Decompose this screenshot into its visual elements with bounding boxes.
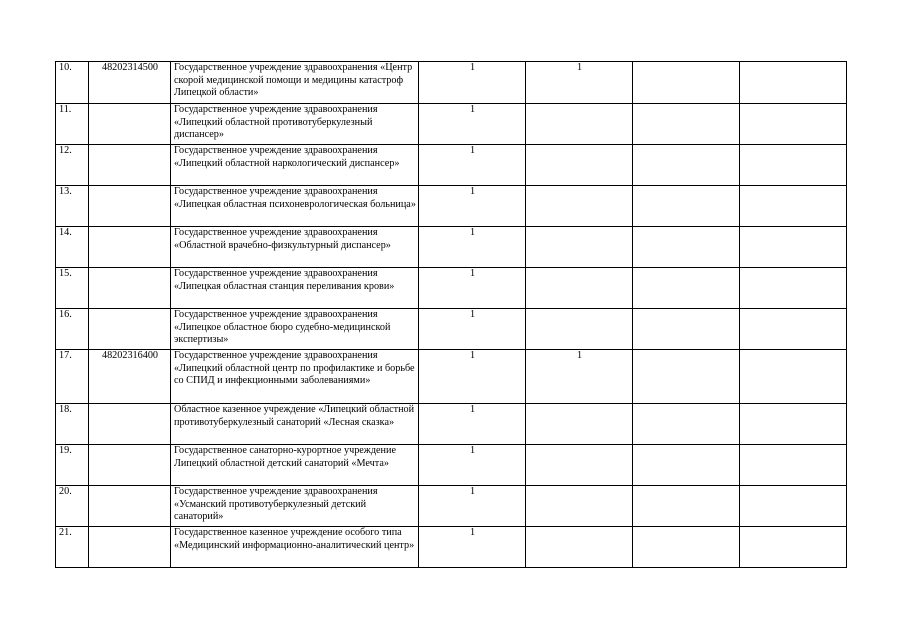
value-cell-1: 1: [419, 445, 526, 486]
institution-name: Государственное учреждение здравоохранения «Усманский противотуберкулезный детский санаторий»: [171, 486, 419, 527]
value-cell-1: 1: [419, 527, 526, 568]
value-cell-2: [526, 227, 633, 268]
value-cell-4: [740, 186, 847, 227]
okato-code: [89, 145, 171, 186]
okato-code: [89, 445, 171, 486]
value-cell-3: [633, 309, 740, 350]
okato-code: [89, 404, 171, 445]
okato-code: 48202316400: [89, 350, 171, 404]
institutions-table: [55, 61, 847, 568]
value-cell-1: 1: [419, 309, 526, 350]
row-number: 21.: [56, 527, 89, 568]
value-cell-2: [526, 527, 633, 568]
value-cell-4: [740, 445, 847, 486]
row-number: 10.: [56, 62, 89, 104]
value-cell-2: [526, 268, 633, 309]
okato-code: [89, 527, 171, 568]
value-cell-1: 1: [419, 350, 526, 404]
institution-name: Государственное санаторно-курортное учреждение Липецкий областной детский санаторий «Мечта»: [171, 445, 419, 486]
okato-code: [89, 309, 171, 350]
row-number: 14.: [56, 227, 89, 268]
value-cell-3: [633, 104, 740, 145]
row-number: 11.: [56, 104, 89, 145]
row-number: 18.: [56, 404, 89, 445]
value-cell-4: [740, 527, 847, 568]
value-cell-3: [633, 350, 740, 404]
table-body: [56, 62, 847, 568]
value-cell-4: [740, 145, 847, 186]
value-cell-2: 1: [526, 62, 633, 104]
table-row: [56, 104, 847, 145]
value-cell-3: [633, 486, 740, 527]
value-cell-1: 1: [419, 186, 526, 227]
row-number: 19.: [56, 445, 89, 486]
institution-name: Государственное учреждение здравоохранения «Липецкий областной центр по профилактике и борьбе со СПИД и инфекционными заболеваниями»: [171, 350, 419, 404]
table-row: [56, 227, 847, 268]
value-cell-1: 1: [419, 145, 526, 186]
row-number: 17.: [56, 350, 89, 404]
table-row: [56, 145, 847, 186]
institution-name: Государственное учреждение здравоохранения «Липецкий областной противотуберкулезный диспансер»: [171, 104, 419, 145]
value-cell-3: [633, 527, 740, 568]
value-cell-3: [633, 145, 740, 186]
value-cell-4: [740, 62, 847, 104]
table-row: [56, 186, 847, 227]
value-cell-1: 1: [419, 227, 526, 268]
value-cell-1: 1: [419, 62, 526, 104]
value-cell-2: [526, 404, 633, 445]
value-cell-4: [740, 268, 847, 309]
okato-code: [89, 268, 171, 309]
institution-name: Государственное казенное учреждение особого типа «Медицинский информационно-аналитический центр»: [171, 527, 419, 568]
value-cell-2: [526, 145, 633, 186]
row-number: 15.: [56, 268, 89, 309]
value-cell-3: [633, 186, 740, 227]
value-cell-2: [526, 309, 633, 350]
value-cell-4: [740, 309, 847, 350]
value-cell-4: [740, 404, 847, 445]
value-cell-3: [633, 227, 740, 268]
value-cell-2: 1: [526, 350, 633, 404]
okato-code: [89, 186, 171, 227]
value-cell-1: 1: [419, 486, 526, 527]
value-cell-4: [740, 227, 847, 268]
institution-name: Государственное учреждение здравоохранения «Липецкая областная станция переливания крови»: [171, 268, 419, 309]
value-cell-2: [526, 104, 633, 145]
value-cell-1: 1: [419, 404, 526, 445]
row-number: 12.: [56, 145, 89, 186]
table-row: [56, 486, 847, 527]
value-cell-3: [633, 404, 740, 445]
table-row: [56, 309, 847, 350]
value-cell-4: [740, 350, 847, 404]
institution-name: Областное казенное учреждение «Липецкий областной противотуберкулезный санаторий «Лесная сказка»: [171, 404, 419, 445]
institution-name: Государственное учреждение здравоохранения «Липецкая областная психоневрологическая больница»: [171, 186, 419, 227]
value-cell-4: [740, 104, 847, 145]
value-cell-3: [633, 62, 740, 104]
value-cell-1: 1: [419, 268, 526, 309]
institution-name: Государственное учреждение здравоохранения «Липецкое областное бюро судебно-медицинской экспертизы»: [171, 309, 419, 350]
value-cell-2: [526, 486, 633, 527]
okato-code: [89, 104, 171, 145]
row-number: 20.: [56, 486, 89, 527]
value-cell-2: [526, 445, 633, 486]
table-row: [56, 62, 847, 104]
table-row: [56, 527, 847, 568]
row-number: 16.: [56, 309, 89, 350]
value-cell-1: 1: [419, 104, 526, 145]
okato-code: [89, 227, 171, 268]
institution-name: Государственное учреждение здравоохранения «Областной врачебно-физкультурный диспансер»: [171, 227, 419, 268]
table-row: [56, 350, 847, 404]
value-cell-3: [633, 445, 740, 486]
institution-name: Государственное учреждение здравоохранения «Липецкий областной наркологический диспансер»: [171, 145, 419, 186]
document-page: [55, 61, 846, 568]
value-cell-2: [526, 186, 633, 227]
table-row: [56, 268, 847, 309]
table-row: [56, 404, 847, 445]
okato-code: 48202314500: [89, 62, 171, 104]
row-number: 13.: [56, 186, 89, 227]
table-row: [56, 445, 847, 486]
institution-name: Государственное учреждение здравоохранения «Центр скорой медицинской помощи и медицины катастроф Липецкой области»: [171, 62, 419, 104]
value-cell-3: [633, 268, 740, 309]
value-cell-4: [740, 486, 847, 527]
okato-code: [89, 486, 171, 527]
